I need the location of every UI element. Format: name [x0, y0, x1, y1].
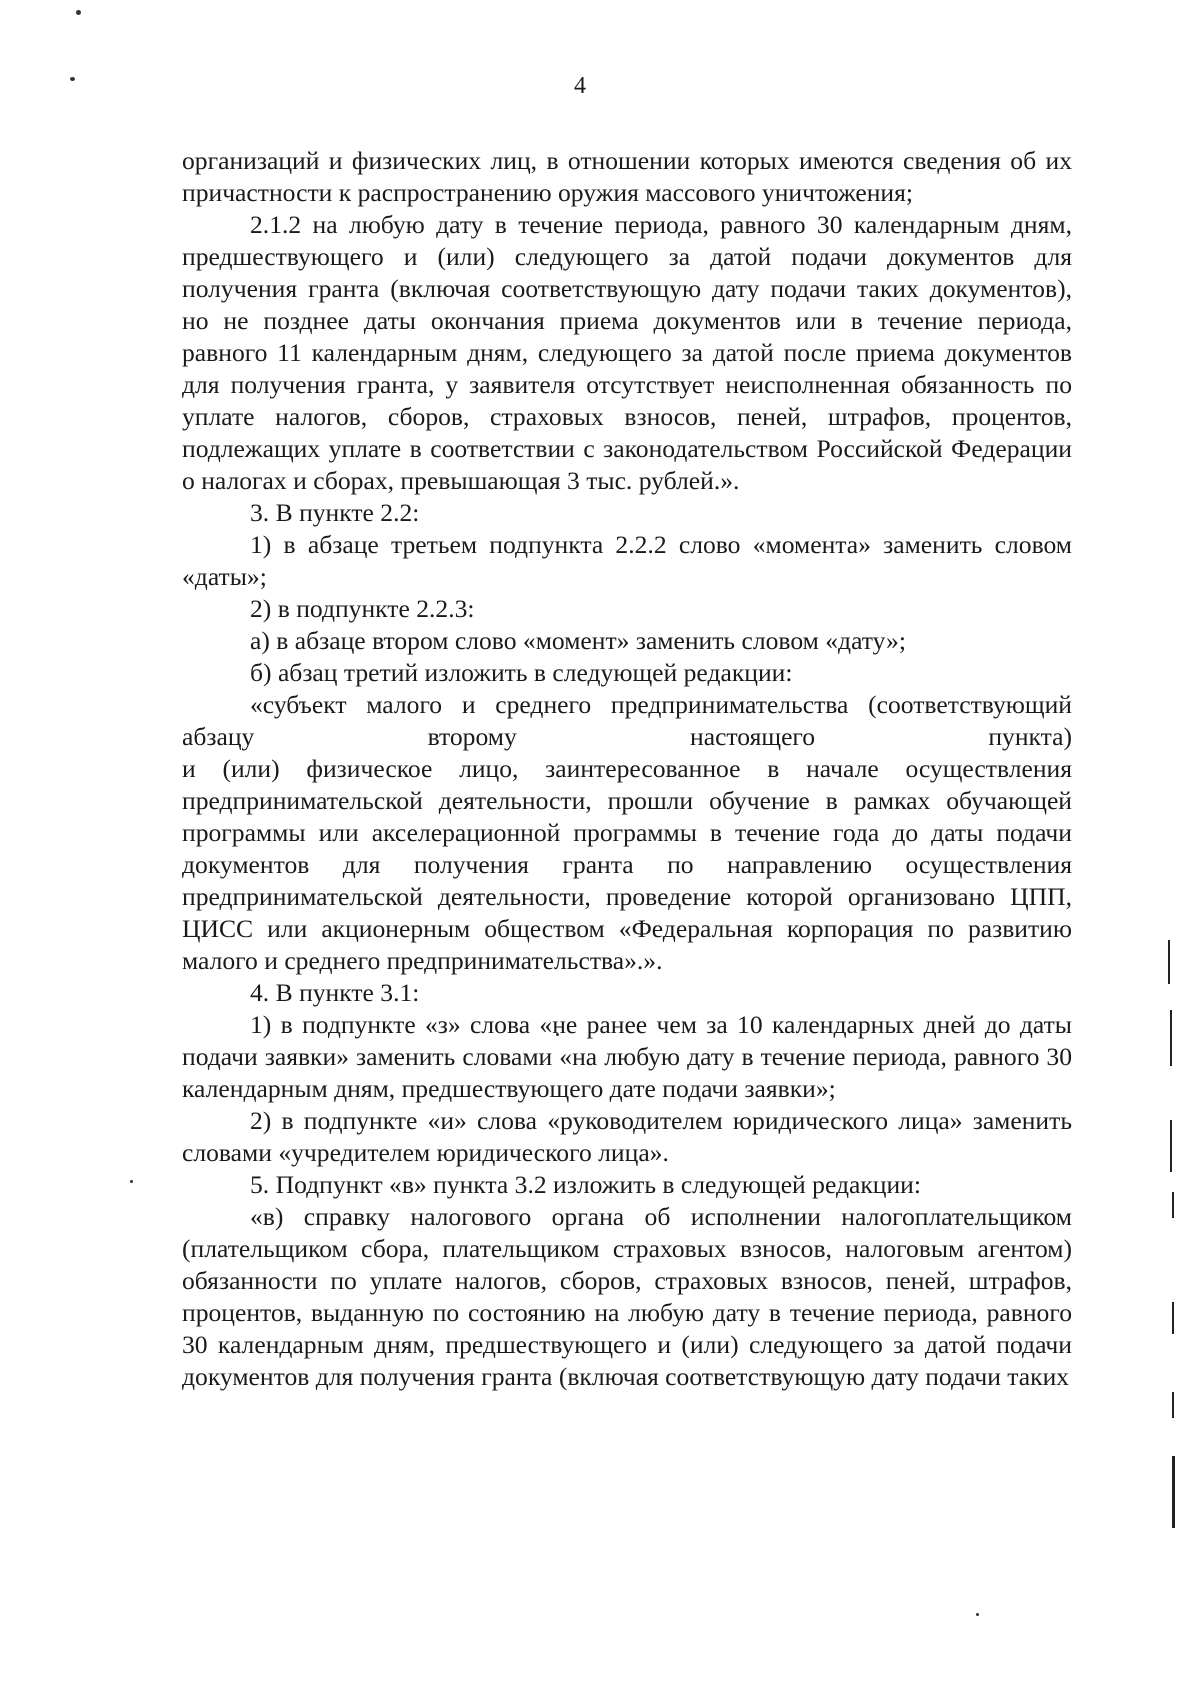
scan-margin-mark	[1172, 1302, 1174, 1334]
paragraph: а) в абзаце втором слово «момент» заменить словом «дату»;	[250, 626, 906, 655]
paragraph: 4. В пункте 3.1:	[250, 978, 420, 1007]
paragraph: 2) в подпункте «и» слова «руководителем юридического лица» заменить словами «учредителем юридического лица».	[182, 1106, 1072, 1167]
scan-margin-mark	[1172, 1456, 1175, 1528]
paragraph: б) абзац третий изложить в следующей редакции:	[250, 658, 793, 687]
scan-margin-mark	[1170, 1010, 1172, 1066]
scan-margin-mark	[1168, 940, 1170, 984]
paragraph: «в) справку налогового органа об исполнении налогоплательщиком (плательщиком сбора, плательщиком страховых взносов, налоговым агентом) обязанности по уплате налогов, сборов, страховых взносов, пеней, штрафов, процентов, выданную по состоянию на любую дату в течение периода, равного 30 календарным дням, предшествующего и (или) следующего за датой подачи документов для получения гранта (включая соответствующую дату подачи таких	[182, 1202, 1072, 1391]
scan-margin-mark	[1172, 1192, 1174, 1218]
document-body	[182, 145, 1072, 1393]
paragraph: 1) в подпункте «з» слова «не ранее чем за 10 календарных дней до даты подачи заявки» заменить словами «на любую дату в течение периода, равного 30 календарным дням, предшествующего дате подачи заявки»;	[182, 1010, 1072, 1103]
scan-margin-mark	[1172, 1392, 1174, 1418]
page-number: 4	[574, 73, 586, 99]
paragraph: 3. В пункте 2.2:	[250, 498, 420, 527]
scan-margin-mark	[1170, 1120, 1172, 1172]
scan-speck	[76, 10, 81, 15]
paragraph: 2.1.2 на любую дату в течение периода, равного 30 календарным дням, предшествующего и (или) следующего за датой подачи документов для получения гранта (включая соответствующую дату подачи таких документов), но не позднее даты окончания приема документов или в течение периода, равного 11 календарным дням, следующего за датой после приема документов для получения гранта, у заявителя отсутствует неисполненная обязанность по уплате налогов, сборов, страховых взносов, пеней, штрафов, процентов, подлежащих уплате в соответствии с законодательством Российской Федерации о налогах и сборах, превышающая 3 тыс. рублей.».	[182, 210, 1072, 495]
paragraph: 5. Подпункт «в» пункта 3.2 изложить в следующей редакции:	[250, 1170, 921, 1199]
paragraph: организаций и физических лиц, в отношении которых имеются сведения об их причастности к распространению оружия массового уничтожения;	[182, 146, 1072, 207]
scan-speck	[130, 1180, 133, 1183]
paragraph: и (или) физическое лицо, заинтересованное в начале осуществления предпринимательской деятельности, прошли обучение в рамках обучающей программы или акселерационной программы в течение года до даты подачи документов для получения гранта по направлению осуществления предпринимательской деятельности, проведение которой организовано ЦПП, ЦИСС или акционерным обществом «Федеральная корпорация по развитию малого и среднего предпринимательства».».	[182, 754, 1072, 975]
scan-speck	[976, 1613, 979, 1616]
paragraph: 2) в подпункте 2.2.3:	[250, 594, 475, 623]
paragraph: «субъект малого и среднего предпринимательства (соответствующий абзацу второму настоящего пункта)	[182, 690, 1072, 751]
paragraph: 1) в абзаце третьем подпункта 2.2.2 слово «момента» заменить словом «даты»;	[182, 530, 1072, 591]
